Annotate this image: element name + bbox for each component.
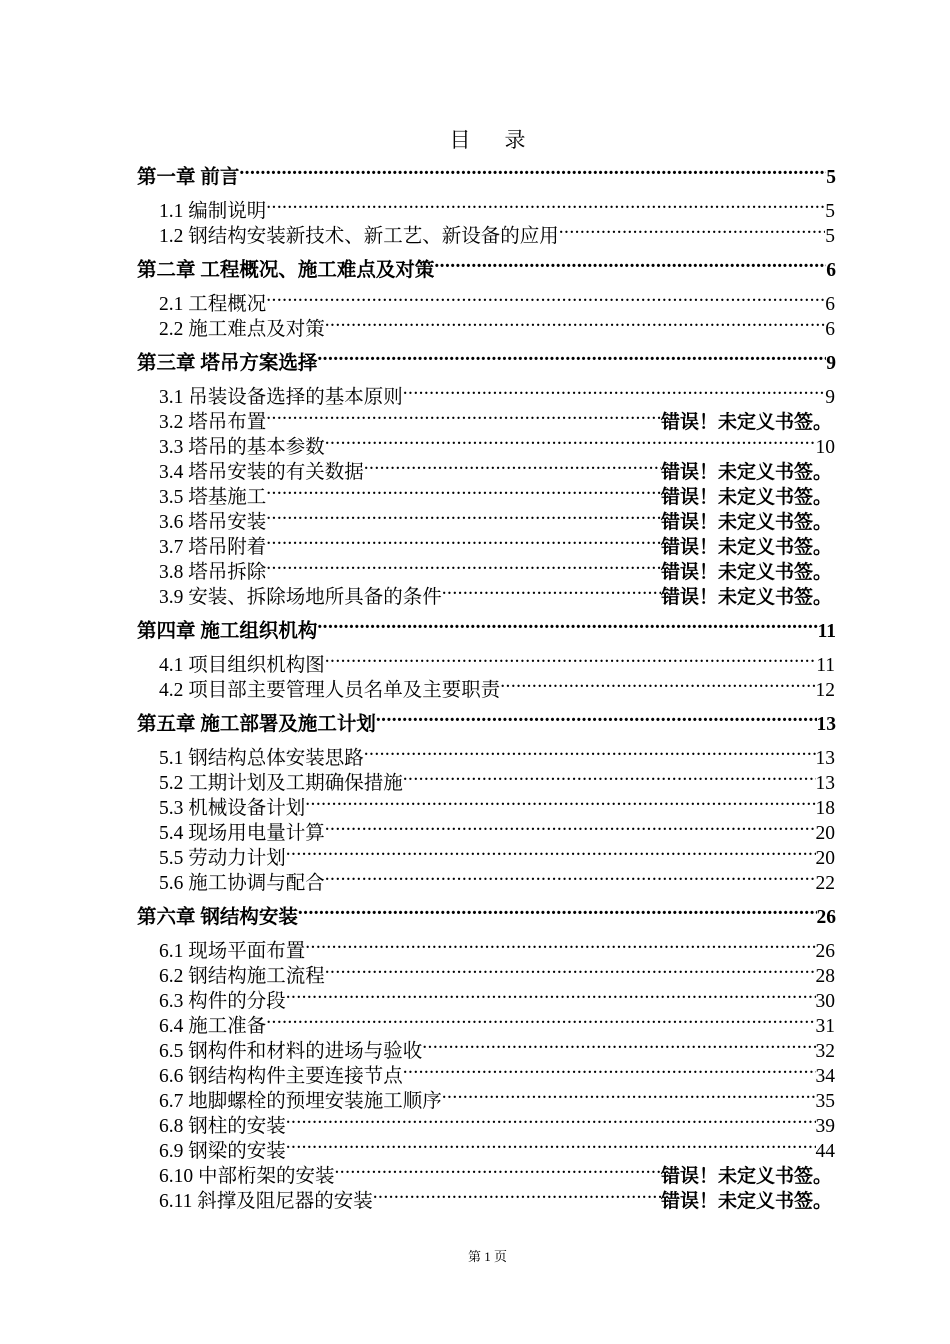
toc-section-entry[interactable] [0,1082,950,1112]
toc-bookmark-error: 错误！未定义书签。 [660,561,832,583]
toc-page-number: 6 [826,260,836,281]
toc-entry-label: 6.11 斜撑及阻尼器的安装 [159,1191,373,1212]
toc-dot-leader [373,1182,661,1207]
toc-dot-leader [325,428,816,453]
toc-entry-label: 6.3 构件的分段 [159,991,286,1012]
toc-chapter-entry[interactable] [0,612,950,642]
toc-page-number: 20 [815,823,835,844]
toc-dot-leader [239,158,826,183]
toc-chapter-entry[interactable] [0,705,950,735]
toc-section-entry[interactable] [0,1182,950,1212]
toc-dot-leader [266,528,661,553]
toc-entry-label: 第一章 前言 [137,167,240,188]
toc-section-entry[interactable] [0,528,950,558]
toc-section-entry[interactable] [0,285,950,315]
toc-dot-leader [317,612,817,637]
toc-chapter-entry[interactable] [0,251,950,281]
toc-section-entry[interactable] [0,1057,950,1087]
toc-section-entry[interactable] [0,957,950,987]
toc-entry-label: 6.1 现场平面布置 [159,941,306,962]
toc-page-number: 39 [815,1116,835,1137]
toc-page-number: 26 [816,907,836,928]
toc-section-entry[interactable] [0,453,950,483]
toc-section-entry[interactable] [0,839,950,869]
toc-entry-label: 3.9 安装、拆除场地所具备的条件 [159,587,442,608]
toc-entry-label: 3.1 吊装设备选择的基本原则 [159,387,403,408]
toc-entry-label: 4.1 项目组织机构图 [159,655,325,676]
toc-page-number: 13 [816,714,836,735]
toc-bookmark-error: 错误！未定义书签。 [660,586,832,608]
toc-bookmark-error: 错误！未定义书签。 [660,536,832,558]
toc-section-entry[interactable] [0,403,950,433]
toc-page-number: 11 [816,655,835,676]
toc-entry-label: 3.5 塔基施工 [159,487,267,508]
toc-entry-label: 3.3 塔吊的基本参数 [159,437,325,458]
toc-section-entry[interactable] [0,578,950,608]
toc-section-entry[interactable] [0,478,950,508]
toc-dot-leader [376,705,817,730]
toc-dot-leader [325,814,816,839]
toc-bookmark-error: 错误！未定义书签。 [660,1190,832,1212]
toc-dot-leader [335,1157,661,1182]
toc-entry-label: 1.1 编制说明 [159,201,267,222]
toc-section-entry[interactable] [0,739,950,769]
toc-page-number: 44 [815,1141,835,1162]
toc-entry-label: 6.7 地脚螺栓的预埋安装施工顺序 [159,1091,442,1112]
toc-section-entry[interactable] [0,553,950,583]
toc-section-entry[interactable] [0,1032,950,1062]
toc-dot-leader [325,310,825,335]
toc-dot-leader [559,217,825,242]
toc-dot-leader [364,739,816,764]
toc-entry-label: 第三章 塔吊方案选择 [137,353,318,374]
toc-page-number: 5 [826,167,836,188]
toc-section-entry[interactable] [0,428,950,458]
toc-entry-label: 5.3 机械设备计划 [159,798,306,819]
toc-section-entry[interactable] [0,864,950,894]
toc-title-char-2: 录 [504,128,526,152]
toc-section-entry[interactable] [0,503,950,533]
toc-title [0,124,950,154]
toc-chapter-entry[interactable] [0,158,950,188]
toc-title-char-1: 目 [449,128,471,152]
toc-dot-leader [266,1007,815,1032]
toc-entry-label: 5.1 钢结构总体安装思路 [159,748,364,769]
toc-page-number: 12 [815,680,835,701]
toc-dot-leader [305,789,815,814]
toc-page-number: 9 [826,353,836,374]
toc-entry-label: 6.10 中部桁架的安装 [159,1166,335,1187]
toc-entry-label: 3.2 塔吊布置 [159,412,267,433]
toc-page-number: 5 [825,226,835,247]
toc-page-number: 30 [815,991,835,1012]
toc-dot-leader [266,553,661,578]
toc-section-entry[interactable] [0,192,950,222]
toc-dot-leader [403,1057,816,1082]
toc-entry-label: 2.2 施工难点及对策 [159,319,325,340]
toc-dot-leader [305,932,815,957]
toc-entry-label: 5.5 劳动力计划 [159,848,286,869]
toc-page-number: 22 [815,873,835,894]
toc-dot-leader [422,1032,815,1057]
toc-dot-leader [266,503,661,528]
toc-page-number: 5 [825,201,835,222]
toc-entry-label: 5.6 施工协调与配合 [159,873,325,894]
toc-page-number: 32 [815,1041,835,1062]
toc-dot-leader [298,898,817,923]
toc-section-entry[interactable] [0,1107,950,1137]
toc-entry-label: 5.4 现场用电量计算 [159,823,325,844]
toc-section-entry[interactable] [0,982,950,1012]
toc-page-number: 13 [815,773,835,794]
toc-entry-label: 1.2 钢结构安装新技术、新工艺、新设备的应用 [159,226,559,247]
toc-entry-label: 第五章 施工部署及施工计划 [137,714,376,735]
toc-dot-leader [266,403,661,428]
toc-entry-label: 6.9 钢梁的安装 [159,1141,286,1162]
toc-section-entry[interactable] [0,814,950,844]
toc-section-entry[interactable] [0,378,950,408]
toc-page-number: 31 [815,1016,835,1037]
toc-page-number: 13 [815,748,835,769]
toc-entry-label: 5.2 工期计划及工期确保措施 [159,773,403,794]
toc-section-entry[interactable] [0,932,950,962]
toc-dot-leader [266,192,825,217]
toc-dot-leader [325,646,816,671]
toc-section-entry[interactable] [0,1157,950,1187]
toc-section-entry[interactable] [0,789,950,819]
toc-dot-leader [500,671,815,696]
toc-entry-label: 3.8 塔吊拆除 [159,562,267,583]
toc-dot-leader [442,578,661,603]
page-footer: 第 1 页 [467,1249,507,1264]
toc-dot-leader [266,285,825,310]
toc-dot-leader [364,453,661,478]
toc-section-entry[interactable] [0,671,950,701]
toc-dot-leader [403,764,816,789]
toc-dot-leader [403,378,825,403]
toc-bookmark-error: 错误！未定义书签。 [660,411,832,433]
toc-dot-leader [325,957,816,982]
toc-dot-leader [442,1082,816,1107]
toc-entry-label: 6.4 施工准备 [159,1016,267,1037]
toc-bookmark-error: 错误！未定义书签。 [660,511,832,533]
toc-entry-label: 2.1 工程概况 [159,294,267,315]
toc-page-number: 34 [815,1066,835,1087]
toc-bookmark-error: 错误！未定义书签。 [660,1165,832,1187]
toc-dot-leader [317,344,826,369]
toc-page-number: 35 [815,1091,835,1112]
toc-dot-leader [266,478,661,503]
toc-page-number: 28 [815,966,835,987]
toc-entry-label: 3.7 塔吊附着 [159,537,267,558]
toc-entry-label: 第二章 工程概况、施工难点及对策 [137,260,435,281]
toc-dot-leader [286,982,816,1007]
toc-section-entry[interactable] [0,1007,950,1037]
toc-entry-label: 6.5 钢构件和材料的进场与验收 [159,1041,423,1062]
toc-dot-leader [286,1107,816,1132]
toc-bookmark-error: 错误！未定义书签。 [660,461,832,483]
toc-section-entry[interactable] [0,310,950,340]
toc-page-number: 10 [815,437,835,458]
toc-entry-label: 6.2 钢结构施工流程 [159,966,325,987]
toc-section-entry[interactable] [0,646,950,676]
toc-entry-label: 第四章 施工组织机构 [137,621,318,642]
toc-dot-leader [286,1132,816,1157]
toc-page-number: 6 [825,319,835,340]
toc-bookmark-error: 错误！未定义书签。 [660,486,832,508]
toc-page-number: 18 [815,798,835,819]
toc-section-entry[interactable] [0,1132,950,1162]
toc-dot-leader [286,839,816,864]
toc-entry-label: 6.6 钢结构构件主要连接节点 [159,1066,403,1087]
toc-entry-label: 3.6 塔吊安装 [159,512,267,533]
toc-page-number: 11 [817,621,836,642]
toc-entry-label: 第六章 钢结构安装 [137,907,298,928]
toc-page-number: 20 [815,848,835,869]
toc-entry-label: 3.4 塔吊安装的有关数据 [159,462,364,483]
toc-chapter-entry[interactable] [0,898,950,928]
toc-page-number: 9 [825,387,835,408]
toc-entry-label: 6.8 钢柱的安装 [159,1116,286,1137]
toc-section-entry[interactable] [0,764,950,794]
toc-entry-label: 4.2 项目部主要管理人员名单及主要职责 [159,680,501,701]
toc-chapter-entry[interactable] [0,344,950,374]
toc-page-number: 26 [815,941,835,962]
toc-dot-leader [434,251,826,276]
toc-dot-leader [325,864,816,889]
toc-section-entry[interactable] [0,217,950,247]
toc-page-number: 6 [825,294,835,315]
